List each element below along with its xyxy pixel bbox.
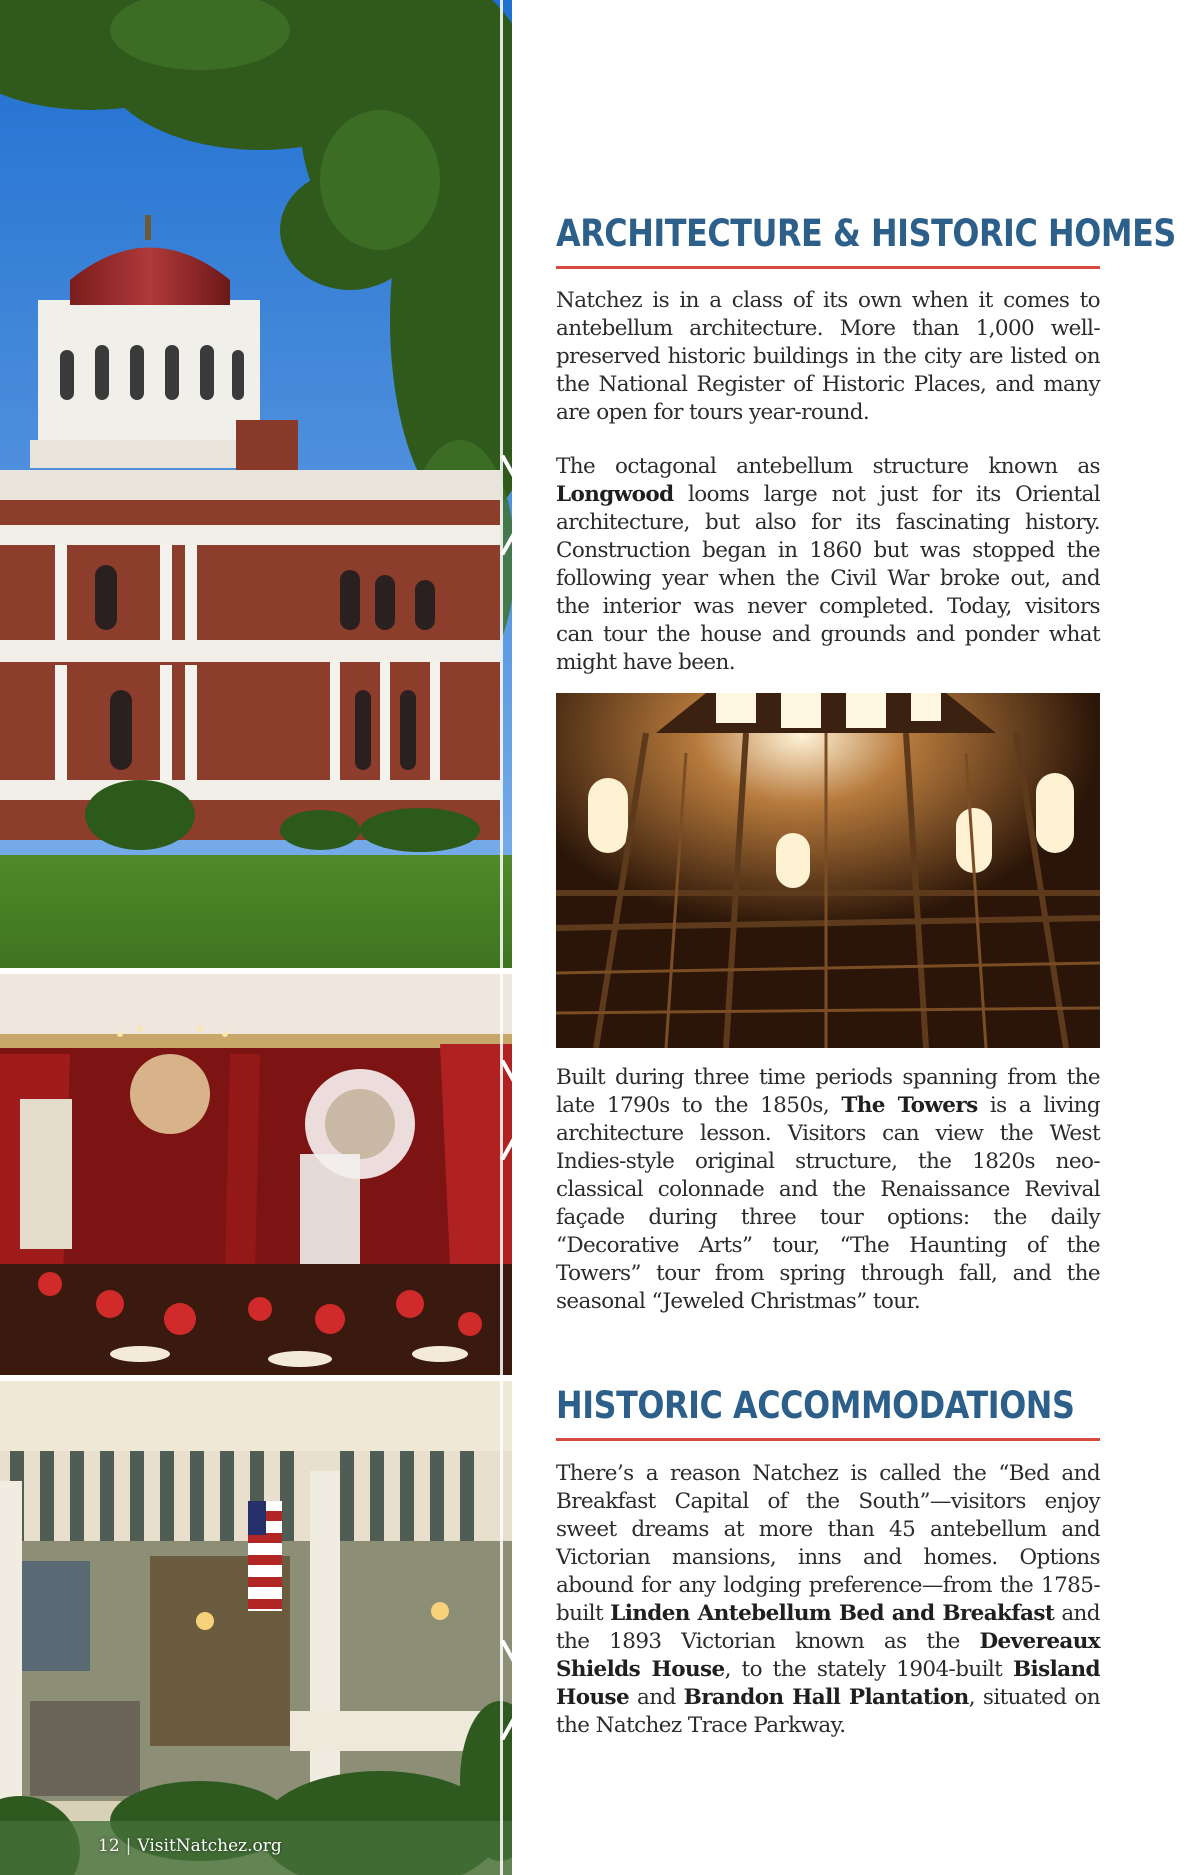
paragraph-text: and the 1893 Victorian known as the <box>556 1601 1100 1654</box>
paragraph-text: Built during three time periods spanning from the late 1790s to the 1850s, <box>556 1065 1100 1118</box>
column-divider <box>500 0 503 1875</box>
footer-site-link[interactable]: VisitNatchez.org <box>137 1836 282 1856</box>
towers-name: The Towers <box>841 1093 978 1118</box>
page-footer <box>98 1836 282 1856</box>
bed-and-breakfast-porch-photo <box>0 1381 512 1875</box>
page-number: 12 <box>98 1836 120 1856</box>
heading-rule <box>556 1438 1100 1441</box>
paragraph-text: is a living architecture lesson. Visitors can view the West Indies-style original structure, the 1820s neo-classical colonnade and the Renaissance Revival façade during three tour options: the daily “Decorative Arts” tour, “The Haunting of the Towers” tour from spring through fall, and the seasonal “Jeweled Christmas” tour. <box>556 1093 1100 1314</box>
chevron-right-icon <box>496 1640 536 1740</box>
bisland-name: Bisland House <box>556 1657 1100 1710</box>
heading-rule <box>556 266 1100 269</box>
longwood-name: Longwood <box>556 482 674 507</box>
towers-paragraph <box>556 1064 1100 1316</box>
paragraph-text: There’s a reason Natchez is called the “Bed and Breakfast Capital of the South”—visitors enjoy sweet dreams at more than 45 antebellum and Victorian mansions, inns and homes. Options abound for any lodging preference—from the 1785-built <box>556 1461 1100 1626</box>
footer-separator: | <box>125 1836 132 1856</box>
longwood-exterior-photo <box>0 0 512 968</box>
architecture-intro-paragraph: Natchez is in a class of its own when it comes to antebellum architecture. More than 1,000 well-preserved historic buildings in the city are listed on the National Register of Historic Places, and many are open for tours year-round. <box>556 288 1100 425</box>
longwood-interior-photo <box>556 693 1100 1048</box>
accommodations-paragraph <box>556 1460 1100 1740</box>
brandon-hall-name: Brandon Hall Plantation <box>683 1685 969 1710</box>
photo-column <box>0 0 512 1875</box>
chevron-right-icon <box>496 1060 536 1160</box>
architecture-heading: ARCHITECTURE & HISTORIC HOMES <box>556 212 1176 255</box>
devereaux-name: Devereaux Shields House <box>556 1629 1100 1682</box>
paragraph-text: The octagonal antebellum structure known as <box>556 454 1100 479</box>
paragraph-text: , situated on the Natchez Trace Parkway. <box>556 1685 1100 1738</box>
paragraph-text: looms large not just for its Oriental architecture, but also for its fascinating history. Construction began in 1860 but was stopped the following year when the Civil War broke out, and the interior was never completed. Today, visitors can tour the house and grounds and ponder what might have been. <box>556 482 1100 675</box>
paragraph-text: and <box>629 1685 684 1710</box>
chevron-right-icon <box>496 455 536 555</box>
towers-dining-room-photo <box>0 974 512 1375</box>
accommodations-heading: HISTORIC ACCOMMODATIONS <box>556 1384 1075 1427</box>
linden-name: Linden Antebellum Bed and Breakfast <box>610 1601 1055 1626</box>
paragraph-text: , to the stately 1904-built <box>724 1657 1013 1682</box>
longwood-paragraph <box>556 453 1100 677</box>
